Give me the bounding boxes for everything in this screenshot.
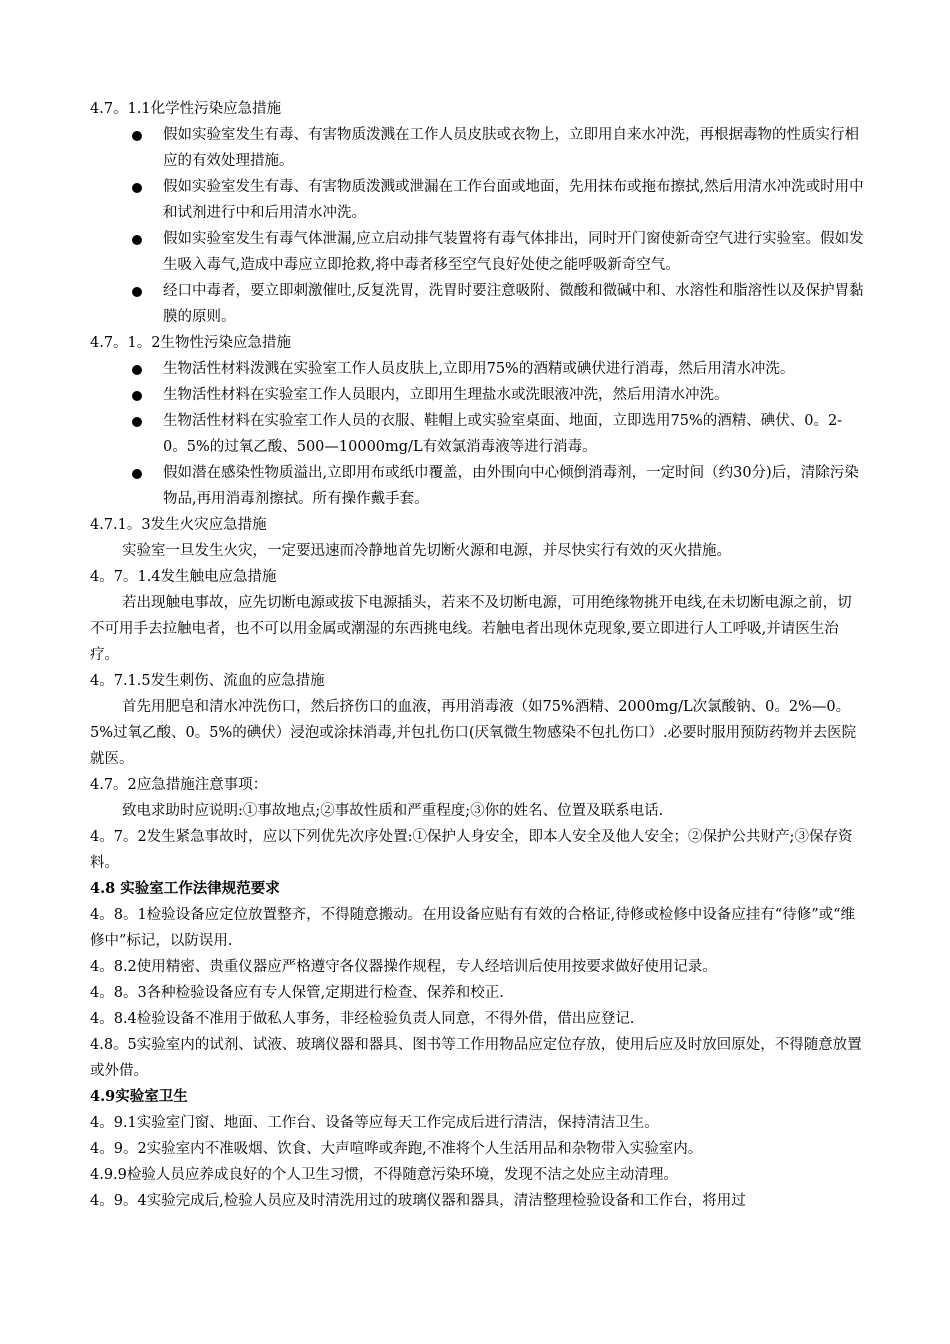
list-item xyxy=(90,408,865,460)
bullet-icon xyxy=(132,391,142,401)
list-item xyxy=(90,174,865,226)
paragraph: 首先用肥皂和清水冲洗伤口，然后挤伤口的血液，再用消毒液（如75%酒精、2000mg/L次氯酸钠、0。2%—0。5%过氧乙酸、0。5%的碘伏）浸泡或涂抹消毒,并包扎伤口(厌氧微生物感染不包扎伤口）.必要时服用预防药物并去医院就医。 xyxy=(90,699,857,767)
list-item xyxy=(90,382,865,408)
section-heading-4-8: 4.8 实验室工作法律规范要求 xyxy=(90,880,280,897)
subsection-heading-fire: 4.7.1。3发生火灾应急措施 xyxy=(90,517,267,533)
subsection-heading-chemical: 4.7。1.1化学性污染应急措施 xyxy=(90,101,282,117)
document-page xyxy=(90,96,865,1214)
list-item-text: 假如实验室发生有毒、有害物质泼溅在工作人员皮肤或衣物上，立即用自来水冲洗，再根据毒物的性质实行相应的有效处理措施。 xyxy=(163,127,859,169)
paragraph: 4。9。2实验室内不准吸烟、饮食、大声喧哗或奔跑,不准将个人生活用品和杂物带入实验室内。 xyxy=(90,1141,703,1157)
list-item-text: 假如潜在感染性物质溢出,立即用布或纸巾覆盖，由外围向中心倾倒消毒剂，一定时间（约30分)后，清除污染物品,再用消毒剂擦拭。所有操作戴手套。 xyxy=(163,465,859,507)
list-item-text: 经口中毒者，要立即刺激催吐,反复洗胃，洗胃时要注意吸附、微酸和微碱中和、水溶性和脂溶性以及保护胃黏膜的原则。 xyxy=(163,283,864,325)
section-heading-4-9: 4.9实验室卫生 xyxy=(90,1088,188,1105)
list-item-text: 生物活性材料在实验室工作人员的衣服、鞋帽上或实验室桌面、地面，立即选用75%的酒精、碘伏、0。2-0。5%的过氧乙酸、500—10000mg/L有效氯消毒液等进行消毒。 xyxy=(163,413,843,455)
list-item-text: 生物活性材料泼溅在实验室工作人员皮肤上,立即用75%的酒精或碘伏进行消毒，然后用清水冲洗。 xyxy=(163,361,795,377)
list-item-text: 假如实验室发生有毒气体泄漏,应立启动排气装置将有毒气体排出，同时开门窗使新奇空气进行实验室。假如发生吸入毒气,造成中毒应立即抢救,将中毒者移至空气良好处使之能呼吸新奇空气。 xyxy=(163,231,864,273)
subsection-heading-biological: 4.7。1。2生物性污染应急措施 xyxy=(90,335,292,351)
list-item xyxy=(90,278,865,330)
paragraph: 若出现触电事故，应先切断电源或拔下电源插头，若来不及切断电源，可用绝缘物挑开电线,在未切断电源之前，切不可用手去拉触电者，也不可以用金属或潮湿的东西挑电线。若触电者出现休克现象,要立即进行人工呼吸,并请医生治疗。 xyxy=(90,595,852,663)
bullet-icon xyxy=(132,131,142,141)
paragraph: 致电求助时应说明:①事故地点;②事故性质和严重程度;③你的姓名、位置及联系电话. xyxy=(122,803,664,819)
bullet-icon xyxy=(132,469,142,479)
list-item-text: 假如实验室发生有毒、有害物质泼溅或泄漏在工作台面或地面，先用抹布或拖布擦拭,然后用清水冲洗或时用中和试剂进行中和后用清水冲洗。 xyxy=(163,179,864,221)
list-item xyxy=(90,122,865,174)
list-item xyxy=(90,226,865,278)
bullet-icon xyxy=(132,287,142,297)
paragraph: 4.8。5实验室内的试剂、试液、玻璃仪器和器具、图书等工作用物品应定位存放，使用后应及时放回原处，不得随意放置或外借。 xyxy=(90,1037,862,1079)
paragraph: 4。8。1检验设备应定位放置整齐，不得随意搬动。在用设备应贴有有效的合格证,待修或检修中设备应挂有“待修”或“维修中”标记，以防误用. xyxy=(90,907,856,949)
paragraph: 4.9.9检验人员应养成良好的个人卫生习惯，不得随意污染环境，发现不洁之处应主动清理。 xyxy=(90,1167,678,1183)
list-item xyxy=(90,460,865,512)
paragraph: 4。7。2发生紧急事故时，应以下列优先次序处置:①保护人身安全，即本人安全及他人安全；②保护公共财产;③保存资料。 xyxy=(90,829,853,871)
paragraph: 4。8.4检验设备不准用于做私人事务，非经检验负责人同意，不得外借，借出应登记. xyxy=(90,1011,635,1027)
list-item xyxy=(90,356,865,382)
subsection-heading-notes: 4.7。2应急措施注意事项： xyxy=(90,777,268,793)
paragraph: 4。8。3各种检验设备应有专人保管,定期进行检查、保养和校正. xyxy=(90,985,504,1001)
paragraph: 4。8.2使用精密、贵重仪器应严格遵守各仪器操作规程，专人经培训后使用按要求做好使用记录。 xyxy=(90,959,717,975)
paragraph: 4。9.1实验室门窗、地面、工作台、设备等应每天工作完成后进行清洁，保持清洁卫生。 xyxy=(90,1115,659,1131)
bullet-icon xyxy=(132,365,142,375)
bullet-icon xyxy=(132,183,142,193)
bullet-icon xyxy=(132,417,142,427)
paragraph: 4。9。4实验完成后,检验人员应及时清洗用过的玻璃仪器和器具，清洁整理检验设备和工作台，将用过 xyxy=(90,1193,746,1209)
subsection-heading-electric: 4。7。1.4发生触电应急措施 xyxy=(90,569,277,585)
list-item-text: 生物活性材料在实验室工作人员眼内，立即用生理盐水或洗眼液冲洗，然后用清水冲洗。 xyxy=(163,387,729,403)
subsection-heading-injury: 4。7.1.5发生刺伤、流血的应急措施 xyxy=(90,673,325,689)
bullet-icon xyxy=(132,235,142,245)
paragraph: 实验室一旦发生火灾，一定要迅速而冷静地首先切断火源和电源，并尽快实行有效的灭火措施。 xyxy=(122,543,731,559)
